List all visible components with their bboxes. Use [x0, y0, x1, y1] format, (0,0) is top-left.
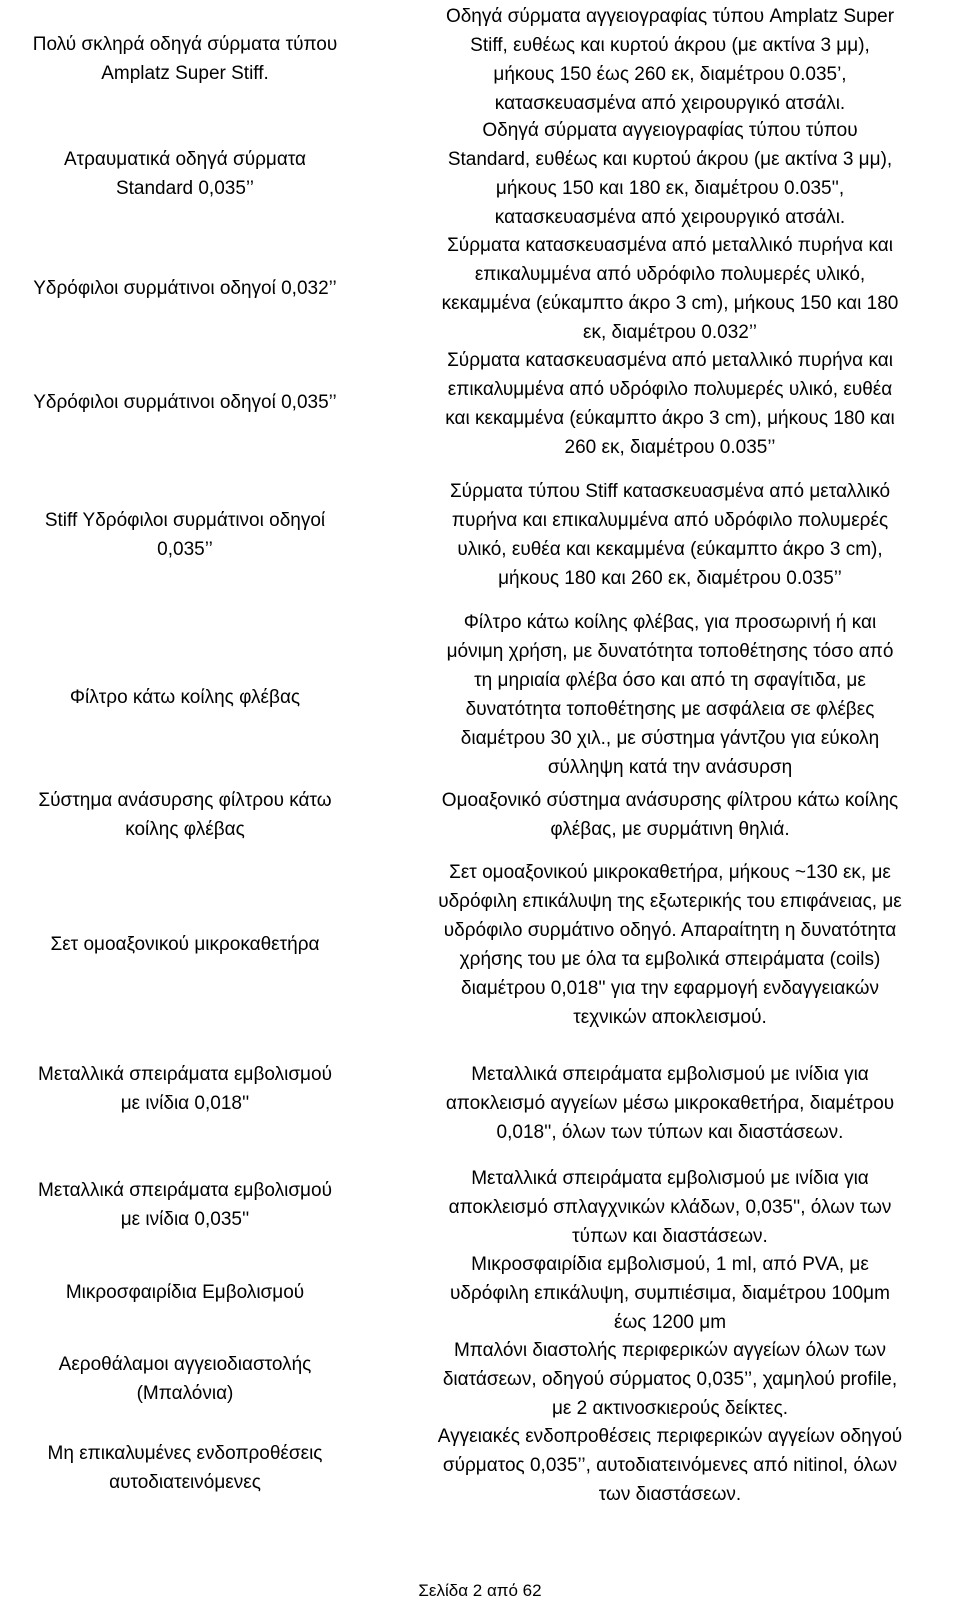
item-name-line: Φίλτρο κάτω κοίλης φλέβας — [69, 687, 301, 708]
item-name-ivc-filter — [0, 683, 370, 712]
item-name-line: Stiff Υδρόφιλοι συρμάτινοι οδηγοί — [44, 510, 326, 531]
item-name-line: με ινίδια 0,018'' — [120, 1093, 250, 1114]
description-line: των διαστάσεων. — [598, 1484, 742, 1505]
item-name-stents — [0, 1439, 370, 1497]
item-description-coils-035 — [380, 1164, 960, 1251]
item-name-line: Μεταλλικά σπειράματα εμβολισμού — [38, 1180, 332, 1201]
item-name-standard-wire — [0, 145, 370, 203]
item-name-line: Σετ ομοαξονικού μικροκαθετήρα — [50, 934, 320, 955]
item-name-line: Πολύ σκληρά οδηγά σύρματα τύπου — [32, 34, 338, 55]
description-line: Σύρματα τύπου Stiff κατασκευασμένα από μεταλλικό — [449, 481, 891, 502]
description-line: υδρόφιλη επικάλυψη, συμπιέσιμα, διαμέτρου 100μm — [450, 1283, 890, 1304]
description-line: μήκους 150 και 180 εκ, διαμέτρου 0.035'', — [495, 178, 845, 199]
description-line: πυρήνα και επικαλυμμένα από υδρόφιλο πολυμερές — [451, 510, 889, 531]
description-line: Μικροσφαιρίδια εμβολισμού, 1 ml, από PVA, με — [471, 1254, 869, 1275]
description-line: επικαλυμμένα από υδρόφιλο πολυμερές υλικό, — [474, 264, 866, 285]
item-description-standard-wire — [380, 116, 960, 232]
description-line: Σύρματα κατασκευασμένα από μεταλλικό πυρήνα και — [447, 235, 893, 256]
item-name-coils-018 — [0, 1060, 370, 1118]
description-line: υδρόφιλη επικάλυψη της εξωτερικής του επιφάνειας, με — [438, 891, 902, 912]
description-line: Οδηγά σύρματα αγγειογραφίας τύπου Amplatz Super — [445, 6, 895, 27]
item-name-hydrophilic-035 — [0, 388, 370, 417]
description-line: Σύρματα κατασκευασμένα από μεταλλικό πυρήνα και — [447, 350, 893, 371]
item-description-coils-018 — [380, 1060, 960, 1147]
item-description-microcatheter — [380, 858, 960, 1032]
description-line: Ομοαξονικό σύστημα ανάσυρσης φίλτρου κάτω κοίλης — [441, 790, 899, 811]
description-line: κατασκευασμένα από χειρουργικό ατσάλι. — [494, 93, 846, 114]
description-line: αποκλεισμό αγγείων μέσω μικροκαθετήρα, διαμέτρου — [445, 1093, 895, 1114]
description-line: Μεταλλικά σπειράματα εμβολισμού με ινίδια για — [471, 1168, 869, 1189]
description-line: χρήσης του με όλα τα εμβολικά σπειράματα (coils) — [459, 949, 881, 970]
description-line: υδρόφιλο συρμάτινο οδηγό. Απαραίτητη η δυνατότητα — [443, 920, 897, 941]
item-name-stiff-hydrophilic — [0, 506, 370, 564]
item-name-line: με ινίδια 0,035'' — [120, 1209, 250, 1230]
item-name-microspheres — [0, 1278, 370, 1307]
item-description-balloons — [380, 1336, 960, 1423]
description-line: κατασκευασμένα από χειρουργικό ατσάλι. — [494, 207, 846, 228]
description-line: τεχνικών αποκλεισμού. — [573, 1007, 767, 1028]
item-description-stents — [380, 1422, 960, 1509]
item-description-amplatz — [380, 2, 960, 118]
item-name-microcatheter — [0, 930, 370, 959]
item-name-line: Υδρόφιλοι συρμάτινοι οδηγοί 0,032’’ — [33, 278, 337, 299]
item-description-microspheres — [380, 1250, 960, 1337]
description-line: Αγγειακές ενδοπροθέσεις περιφερικών αγγείων οδηγού — [437, 1426, 903, 1447]
description-line: δυνατότητα τοποθέτησης με ασφάλεια σε φλέβες — [465, 699, 875, 720]
description-line: επικαλυμμένα από υδρόφιλο πολυμερές υλικό, ευθέα — [447, 379, 893, 400]
description-line: μήκους 150 έως 260 εκ, διαμέτρου 0.035’, — [493, 64, 847, 85]
description-line: Σετ ομοαξονικού μικροκαθετήρα, μήκους ~130 εκ, με — [449, 862, 891, 883]
description-line: και κεκαμμένα (εύκαμπτο άκρο 3 cm), μήκους 180 και — [445, 408, 895, 429]
item-name-line: Αεροθάλαμοι αγγειοδιαστολής — [58, 1354, 312, 1375]
description-line: Μεταλλικά σπειράματα εμβολισμού με ινίδια για — [471, 1064, 869, 1085]
description-line: μήκους 180 και 260 εκ, διαμέτρου 0.035’’ — [498, 568, 842, 589]
description-line: κεκαμμένα (εύκαμπτο άκρο 3 cm), μήκους 150 και 180 — [441, 293, 899, 314]
item-name-line: Ατραυματικά οδηγά σύρματα — [63, 149, 307, 170]
description-line: μόνιμη χρήση, με δυνατότητα τοποθέτησης τόσο από — [446, 641, 894, 662]
item-name-line: Μικροσφαιρίδια Εμβολισμού — [65, 1282, 305, 1303]
item-description-filter-retrieval — [380, 786, 960, 844]
item-name-hydrophilic-032 — [0, 274, 370, 303]
description-line: Φίλτρο κάτω κοίλης φλέβας, για προσωρινή ή και — [463, 612, 877, 633]
description-line: τύπων και διαστάσεων. — [572, 1226, 768, 1247]
page-number: Σελίδα 2 από 62 — [418, 1581, 542, 1600]
description-line: υλικό, ευθέα και κεκαμμένα (εύκαμπτο άκρο 3 cm), — [457, 539, 883, 560]
description-line: Οδηγά σύρματα αγγειογραφίας τύπου τύπου — [482, 120, 858, 141]
description-line: αποκλεισμό σπλαγχνικών κλάδων, 0,035'', όλων των — [448, 1197, 892, 1218]
item-name-line: Amplatz Super Stiff. — [101, 63, 269, 84]
item-name-coils-035 — [0, 1176, 370, 1234]
description-line: έως 1200 μm — [613, 1312, 727, 1333]
description-line: 260 εκ, διαμέτρου 0.035’’ — [564, 437, 776, 458]
item-name-line: Σύστημα ανάσυρσης φίλτρου κάτω — [38, 790, 332, 811]
item-name-balloons — [0, 1350, 370, 1408]
item-description-ivc-filter — [380, 608, 960, 782]
description-line: σύλληψη κατά την ανάσυρση — [547, 757, 793, 778]
description-line: φλέβας, με συρμάτινη θηλιά. — [550, 819, 790, 840]
item-name-line: αυτοδιατεινόμενες — [109, 1472, 261, 1493]
description-line: εκ, διαμέτρου 0.032’’ — [583, 322, 757, 343]
item-name-filter-retrieval — [0, 786, 370, 844]
item-name-line: Υδρόφιλοι συρμάτινοι οδηγοί 0,035’’ — [33, 392, 337, 413]
description-line: 0,018'', όλων των τύπων και διαστάσεων. — [496, 1122, 844, 1143]
item-description-stiff-hydrophilic — [380, 477, 960, 593]
item-name-line: (Μπαλόνια) — [136, 1383, 234, 1404]
description-line: διαμέτρου 0,018'' για την εφαρμογή ενδαγγειακών — [461, 978, 879, 999]
item-name-line: 0,035’’ — [157, 539, 213, 560]
description-line: σύρματος 0,035’’, αυτοδιατεινόμενες από nitinol, όλων — [442, 1455, 898, 1476]
item-name-line: Μη επικαλυμένες ενδοπροθέσεις — [47, 1443, 323, 1464]
description-line: διατάσεων, οδηγού σύρματος 0,035’’, χαμηλού profile, — [442, 1369, 898, 1390]
description-line: τη μηριαία φλέβα όσο και από τη σφαγίτιδα, με — [474, 670, 866, 691]
description-line: Stiff, ευθέως και κυρτού άκρου (με ακτίνα 3 μμ), — [470, 35, 870, 56]
description-line: Standard, ευθέως και κυρτού άκρου (με ακτίνα 3 μμ), — [447, 149, 893, 170]
item-description-hydrophilic-035 — [380, 346, 960, 462]
item-name-amplatz — [0, 30, 370, 88]
item-name-line: κοίλης φλέβας — [125, 819, 245, 840]
description-line: διαμέτρου 30 χιλ., με σύστημα γάντζου για εύκολη — [460, 728, 880, 749]
description-line: Μπαλόνι διαστολής περιφερικών αγγείων όλων των — [453, 1340, 887, 1361]
item-name-line: Standard 0,035’’ — [115, 178, 255, 199]
item-description-hydrophilic-032 — [380, 231, 960, 347]
description-line: με 2 ακτινοσκιερούς δείκτες. — [551, 1398, 789, 1419]
item-name-line: Μεταλλικά σπειράματα εμβολισμού — [38, 1064, 332, 1085]
